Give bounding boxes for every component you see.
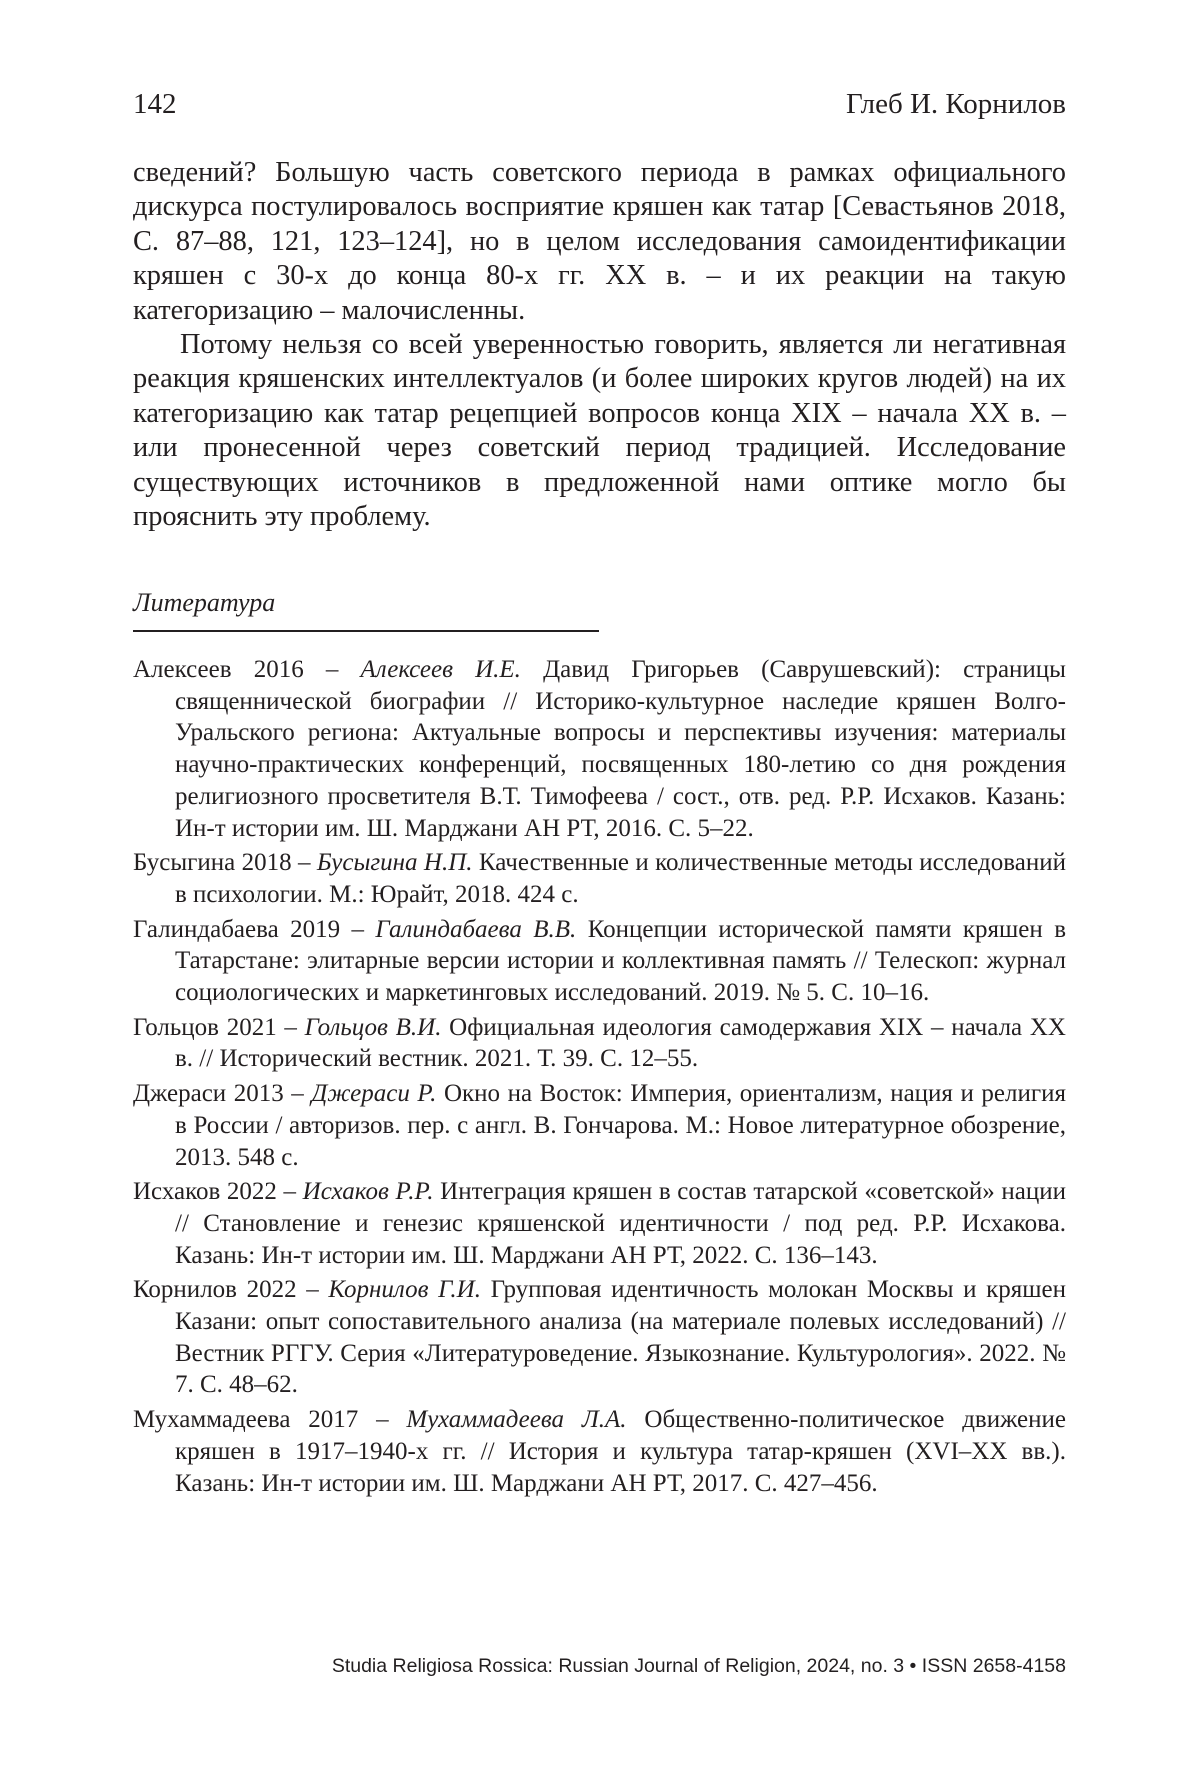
reference-key: Галиндабаева 2019 – <box>133 915 376 943</box>
reference-text: Давид Григорьев (Саврушевский): страницы священнической биографии // Историко-культурное наследие кряшен Волго-Уральского региона: Актуальные вопросы и перспективы изучения: материалы научно-практических конференций, посвященных 180-летию со дня рождения религиозного просветителя В.Т. Тимофеева / сост., отв. ред. Р.Р. Исхаков. Казань: Ин-т истории им. Ш. Марджани АН РТ, 2016. С. 5–22. <box>175 656 1066 842</box>
reference-author: Бусыгина Н.П. <box>316 849 473 877</box>
reference-text: Концепции исторической памяти кряшен в Татарстане: элитарные версии истории и коллективная память // Телескоп: журнал социологических и маркетинговых исследований. 2019. № 5. С. 10–16. <box>175 915 1066 1007</box>
reference-key: Джераси 2013 – <box>133 1080 312 1108</box>
reference-item <box>133 1176 1066 1271</box>
reference-key: Исхаков 2022 – <box>133 1178 303 1206</box>
reference-author: Исхаков Р.Р. <box>302 1178 434 1206</box>
reference-author: Алексеев И.Е. <box>360 656 521 683</box>
literature-heading: Литература <box>133 588 276 617</box>
reference-item <box>133 1274 1066 1401</box>
reference-key: Алексеев 2016 – <box>133 656 361 683</box>
reference-text: Общественно-политическое движение кряшен в 1917–1940-х гг. // История и культура татар-кряшен (XVI–XX вв.). Казань: Ин-т истории им. Ш. Марджани АН РТ, 2017. С. 427–456. <box>175 1406 1067 1497</box>
reference-item <box>133 1012 1066 1075</box>
reference-key: Гольцов 2021 – <box>133 1013 305 1041</box>
reference-item <box>133 654 1066 844</box>
reference-text: Качественные и количественные методы исследований в психологии. М.: Юрайт, 2018. 424 с. <box>175 849 1066 908</box>
reference-text: Окно на Восток: Империя, ориентализм, нация и религия в России / авторизов. пер. с англ. В. Гончарова. М.: Новое литературное обозрение, 2013. 548 с. <box>175 1080 1066 1171</box>
journal-footer: Studia Religiosa Rossica: Russian Journal of Religion, 2024, no. 3 • ISSN 2658-4158 <box>331 1655 1066 1677</box>
reference-author: Мухаммадеева Л.А. <box>406 1406 627 1434</box>
reference-item <box>133 847 1066 910</box>
reference-item <box>133 914 1066 1009</box>
paragraph: сведений? Большую часть советского периода в рамках официального дискурса постулировалось восприятие кряшен как татар [Севастьянов 2018, С. 87–88, 121, 123–124], но в целом исследования самоидентификации кряшен с 30-х до конца 80-х гг. XX в. – и их реакции на такую категоризацию – малочисленны. <box>133 157 1066 326</box>
reference-author: Джераси Р. <box>311 1080 437 1108</box>
page-number: 142 <box>133 88 177 120</box>
reference-author: Галиндабаева В.В. <box>375 915 577 943</box>
reference-key: Корнилов 2022 – <box>133 1276 329 1304</box>
reference-text: Официальная идеология самодержавия XIX – начала XX в. // Исторический вестник. 2021. Т. 39. С. 12–55. <box>175 1013 1066 1073</box>
reference-key: Бусыгина 2018 – <box>133 849 317 877</box>
reference-text: Интеграция кряшен в состав татарской «советской» нации // Становление и генезис кряшенской идентичности / под ред. Р.Р. Исхакова. Казань: Ин-т истории им. Ш. Марджани АН РТ, 2022. С. 136–143. <box>175 1178 1066 1269</box>
reference-author: Гольцов В.И. <box>304 1013 442 1041</box>
heading-rule <box>133 630 599 632</box>
reference-list <box>133 654 1066 1502</box>
reference-author: Корнилов Г.И. <box>328 1276 481 1304</box>
paragraph: Потому нельзя со всей уверенностью говорить, является ли негативная реакция кряшенских интеллектуалов (и более широких кругов людей) на их категоризацию как татар рецепцией вопросов конца XIX – начала XX в. – или пронесенной через советский период традицией. Исследование существующих источников в предложенной нами оптике могло бы прояснить эту проблему. <box>133 329 1066 533</box>
running-header <box>133 88 1066 128</box>
reference-item <box>133 1404 1066 1499</box>
reference-text: Групповая идентичность молокан Москвы и кряшен Казани: опыт сопоставительного анализа (на материале полевых исследований) // Вестник РГГУ. Серия «Литературоведение. Языкознание. Культурология». 2022. № 7. С. 48–62. <box>175 1276 1066 1399</box>
reference-key: Мухаммадеева 2017 – <box>133 1406 407 1434</box>
reference-item <box>133 1078 1066 1173</box>
running-author: Глеб И. Корнилов <box>846 88 1066 120</box>
body-text <box>133 156 1066 534</box>
